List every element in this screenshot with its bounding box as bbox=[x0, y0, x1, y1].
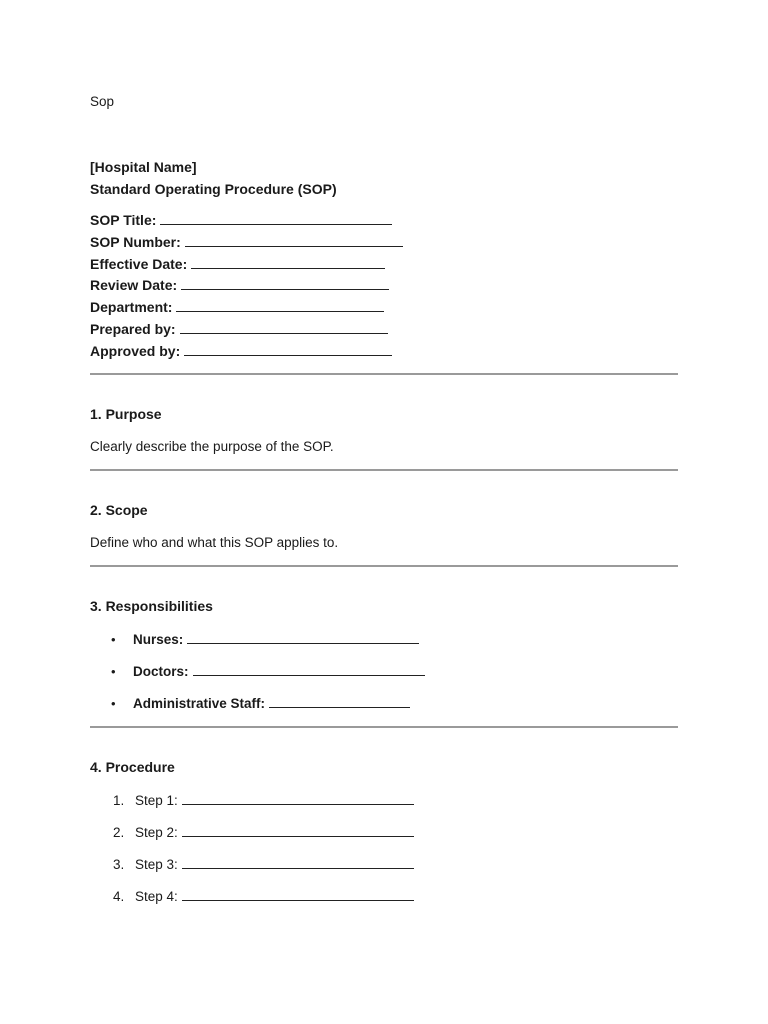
fill-in-blank[interactable] bbox=[185, 233, 403, 247]
field-label: Effective Date: bbox=[90, 255, 188, 272]
bullet-icon: • bbox=[111, 696, 116, 711]
list-item bbox=[90, 855, 414, 887]
list-item bbox=[90, 887, 414, 919]
field-sop-number bbox=[90, 232, 403, 254]
fill-in-blank[interactable] bbox=[180, 320, 388, 334]
sop-fields bbox=[90, 210, 403, 363]
step-number: 1. bbox=[113, 793, 125, 808]
list-item bbox=[90, 791, 414, 823]
scope-text: Define who and what this SOP applies to. bbox=[90, 535, 339, 550]
step-number: 4. bbox=[113, 889, 125, 904]
field-department bbox=[90, 297, 403, 319]
section-divider bbox=[90, 373, 678, 375]
fill-in-blank[interactable] bbox=[182, 823, 414, 837]
document-title: Sop bbox=[90, 94, 115, 109]
field-label: Prepared by: bbox=[90, 320, 176, 337]
step-label: Step 2: bbox=[135, 825, 178, 840]
procedure-list bbox=[90, 791, 414, 919]
hospital-name: [Hospital Name] bbox=[90, 159, 197, 175]
fill-in-blank[interactable] bbox=[160, 211, 392, 225]
field-sop-title bbox=[90, 210, 403, 232]
fill-in-blank[interactable] bbox=[184, 342, 392, 356]
responsibility-label: Nurses: bbox=[133, 632, 184, 647]
field-label: SOP Title: bbox=[90, 212, 157, 228]
fill-in-blank[interactable] bbox=[193, 662, 425, 676]
list-item bbox=[90, 823, 414, 855]
section-divider bbox=[90, 565, 678, 567]
step-label: Step 4: bbox=[135, 889, 178, 904]
fill-in-blank[interactable] bbox=[182, 855, 414, 869]
bullet-icon: • bbox=[111, 664, 116, 679]
section-divider bbox=[90, 469, 678, 471]
field-effective-date bbox=[90, 254, 403, 276]
fill-in-blank[interactable] bbox=[176, 298, 384, 312]
list-item bbox=[90, 662, 425, 694]
responsibilities-list bbox=[90, 630, 425, 726]
step-label: Step 1: bbox=[135, 793, 178, 808]
document-page bbox=[90, 0, 678, 1024]
fill-in-blank[interactable] bbox=[182, 887, 414, 901]
fill-in-blank[interactable] bbox=[182, 791, 414, 805]
list-item bbox=[90, 630, 425, 662]
responsibility-label: Administrative Staff: bbox=[133, 696, 266, 711]
responsibilities-heading: 3. Responsibilities bbox=[90, 598, 213, 614]
scope-heading: 2. Scope bbox=[90, 502, 148, 518]
document-header bbox=[90, 156, 337, 200]
document-subtitle: Standard Operating Procedure (SOP) bbox=[90, 181, 337, 197]
procedure-heading: 4. Procedure bbox=[90, 759, 175, 775]
bullet-icon: • bbox=[111, 632, 116, 647]
field-approved-by bbox=[90, 341, 403, 363]
responsibility-label: Doctors: bbox=[133, 664, 189, 679]
field-prepared-by bbox=[90, 319, 403, 341]
field-label: Department: bbox=[90, 299, 173, 316]
list-item bbox=[90, 694, 425, 726]
step-number: 2. bbox=[113, 825, 125, 840]
field-label: Approved by: bbox=[90, 342, 181, 359]
step-number: 3. bbox=[113, 857, 125, 872]
step-label: Step 3: bbox=[135, 857, 178, 872]
fill-in-blank[interactable] bbox=[187, 630, 419, 644]
purpose-heading: 1. Purpose bbox=[90, 406, 162, 422]
field-label: Review Date: bbox=[90, 277, 178, 294]
purpose-text: Clearly describe the purpose of the SOP. bbox=[90, 439, 334, 454]
section-divider bbox=[90, 726, 678, 728]
fill-in-blank[interactable] bbox=[181, 276, 389, 290]
field-label: SOP Number: bbox=[90, 233, 181, 250]
fill-in-blank[interactable] bbox=[269, 694, 410, 708]
field-review-date bbox=[90, 275, 403, 297]
fill-in-blank[interactable] bbox=[191, 255, 385, 269]
